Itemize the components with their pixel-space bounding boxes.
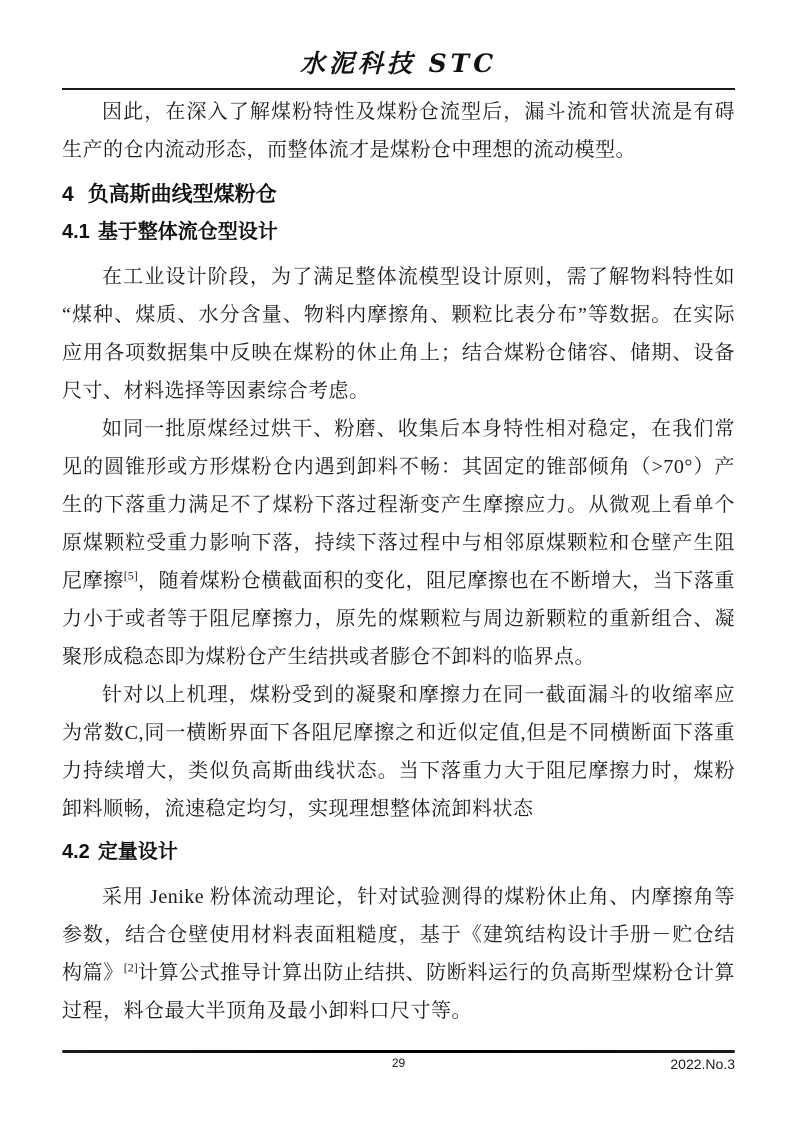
section-number: 4.1 (62, 221, 90, 243)
issue-label: 2022.No.3 (670, 1056, 735, 1072)
journal-title: 水泥科技 STC (299, 49, 498, 78)
section-heading-4-1 (62, 219, 735, 245)
paragraph-quantitative-design (62, 878, 735, 1030)
paragraph-text: ，随着煤粉仓横截面积的变化，阻尼摩擦也在不断增大，当下落重力小于或者等于阻尼摩擦力，原先的煤颗粒与周边新颗粒的重新组合、凝聚形成稳态即为煤粉仓产生结拱或者膨仓不卸料的临界点。 (62, 570, 735, 668)
section-title: 定量设计 (97, 841, 178, 863)
page-number: 29 (391, 1056, 406, 1070)
section-heading-4-2 (62, 839, 735, 865)
footer-rule (62, 1050, 735, 1053)
section-number: 4.2 (62, 841, 90, 863)
page-footer (62, 1050, 735, 1076)
citation-ref-2: [2] (123, 960, 138, 975)
paragraph-friction-mechanism (62, 410, 735, 676)
section-title: 负高斯曲线型煤粉仓 (87, 183, 277, 206)
section-heading-4 (62, 182, 735, 208)
paragraph-text: 采用 Jenike 粉体流动理论，针对试验测得的煤粉休止角、内摩擦角等参数，结合仓壁使用材料表面粗糙度，基于《建筑结构设计手册－贮仓结构篇》 (62, 886, 735, 984)
paragraph-design-stage: 在工业设计阶段，为了满足整体流模型设计原则，需了解物料特性如“煤种、煤质、水分含量、物料内摩擦角、颗粒比表分布”等数据。在实际应用各项数据集中反映在煤粉的休止角上；结合煤粉仓储容、储期、设备尺寸、材料选择等因素综合考虑。 (62, 266, 735, 402)
paragraph-text: 计算公式推导计算出防止结拱、防断料运行的负高斯型煤粉仓计算过程，料仓最大半顶角及最小卸料口尺寸等。 (62, 962, 735, 1022)
citation-ref-5: [5] (123, 568, 138, 583)
footer-row (62, 1056, 735, 1076)
paragraph-intro: 因此，在深入了解煤粉特性及煤粉仓流型后，漏斗流和管状流是有碍生产的仓内流动形态，而整体流才是煤粉仓中理想的流动模型。 (62, 101, 735, 161)
document-body (62, 90, 735, 1030)
section-title: 基于整体流仓型设计 (97, 221, 278, 243)
page-content (62, 0, 735, 1030)
paragraph-gauss-curve: 针对以上机理，煤粉受到的凝聚和摩擦力在同一截面漏斗的收缩率应为常数C,同一横断界面下各阻尼摩擦之和近似定值,但是不同横断面下落重力持续增大，类似负高斯曲线状态。当下落重力大于阻尼摩擦力时，煤粉卸料顺畅，流速稳定均匀，实现理想整体流卸料状态 (62, 684, 735, 820)
section-number: 4 (62, 183, 74, 206)
paragraph-text: 如同一批原煤经过烘干、粉磨、收集后本身特性相对稳定，在我们常见的圆锥形或方形煤粉仓内遇到卸料不畅：其固定的锥部倾角（>70°）产生的下落重力满足不了煤粉下落过程渐变产生摩擦应力。从微观上看单个原煤颗粒受重力影响下落，持续下落过程中与相邻原煤颗粒和仓壁产生阻尼摩擦 (62, 418, 735, 592)
